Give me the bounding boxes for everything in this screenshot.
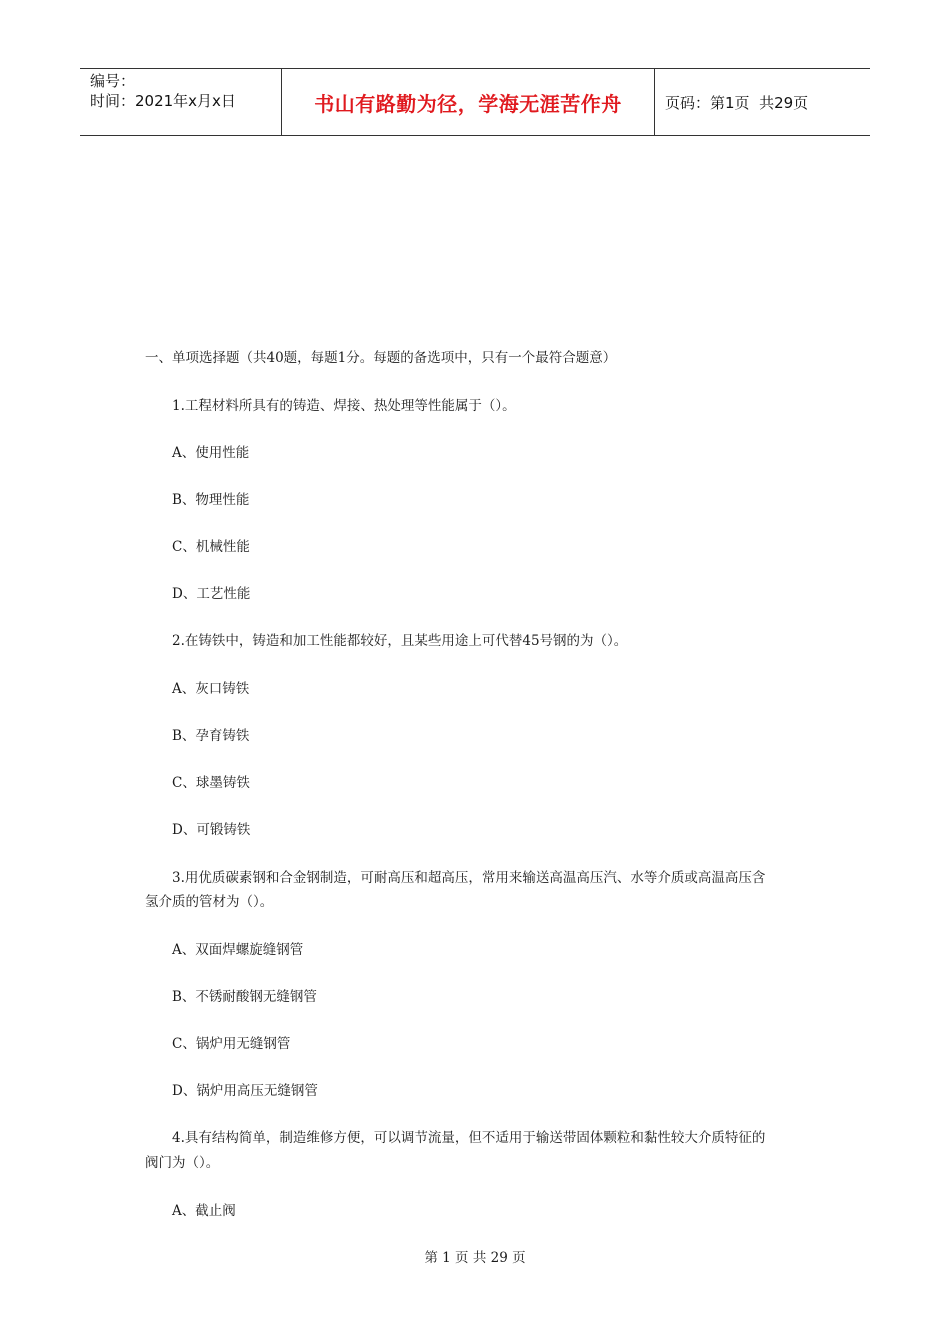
question-3-option-c: C、锅炉用无缝钢管 [172,1036,291,1052]
header-meta-cell [80,69,282,135]
header-motto-cell [282,69,655,135]
question-2-option-d: D、可锻铸铁 [172,822,251,838]
date-label: 时间：2021年x月x日 [90,92,236,110]
section-title: 一、单项选择题（共40题，每题1分。每题的备选项中，只有一个最符合题意） [145,350,617,366]
question-4-option-a: A、截止阀 [172,1203,236,1219]
question-2-option-a: A、灰口铸铁 [172,681,250,697]
question-3-option-b: B、不锈耐酸钢无缝钢管 [172,989,317,1005]
question-1-text: 1.工程材料所具有的铸造、焊接、热处理等性能属于（）。 [172,398,516,414]
question-2-option-c: C、球墨铸铁 [172,775,250,791]
question-4-text-line-1: 4.具有结构简单，制造维修方便，可以调节流量，但不适用于输送带固体颗粒和黏性较大介质特征的 [172,1130,766,1146]
question-1-option-d: D、工艺性能 [172,586,251,602]
number-label: 编号： [90,72,136,90]
question-1-option-c: C、机械性能 [172,539,250,555]
question-2-option-b: B、孕育铸铁 [172,728,250,744]
question-3-text-line-2: 氢介质的管材为（）。 [145,894,274,910]
page-info: 页码：第1页 共29页 [665,93,809,112]
header-page-cell [655,69,870,135]
question-2-text: 2.在铸铁中，铸造和加工性能都较好，且某些用途上可代替45号钢的为（）。 [172,633,628,649]
question-3-option-a: A、双面焊螺旋缝钢管 [172,942,304,958]
question-1-option-b: B、物理性能 [172,492,250,508]
question-3-option-d: D、锅炉用高压无缝钢管 [172,1083,318,1099]
header-table [80,68,870,136]
motto-text: 书山有路勤为径，学海无涯苦作舟 [314,91,622,116]
question-1-option-a: A、使用性能 [172,445,250,461]
question-3-text-line-1: 3.用优质碳素钢和合金钢制造，可耐高压和超高压，常用来输送高温高压汽、水等介质或高温高压含 [172,870,766,886]
question-4-text-line-2: 阀门为（）。 [145,1155,220,1171]
page-footer: 第 1 页 共 29 页 [424,1250,526,1266]
